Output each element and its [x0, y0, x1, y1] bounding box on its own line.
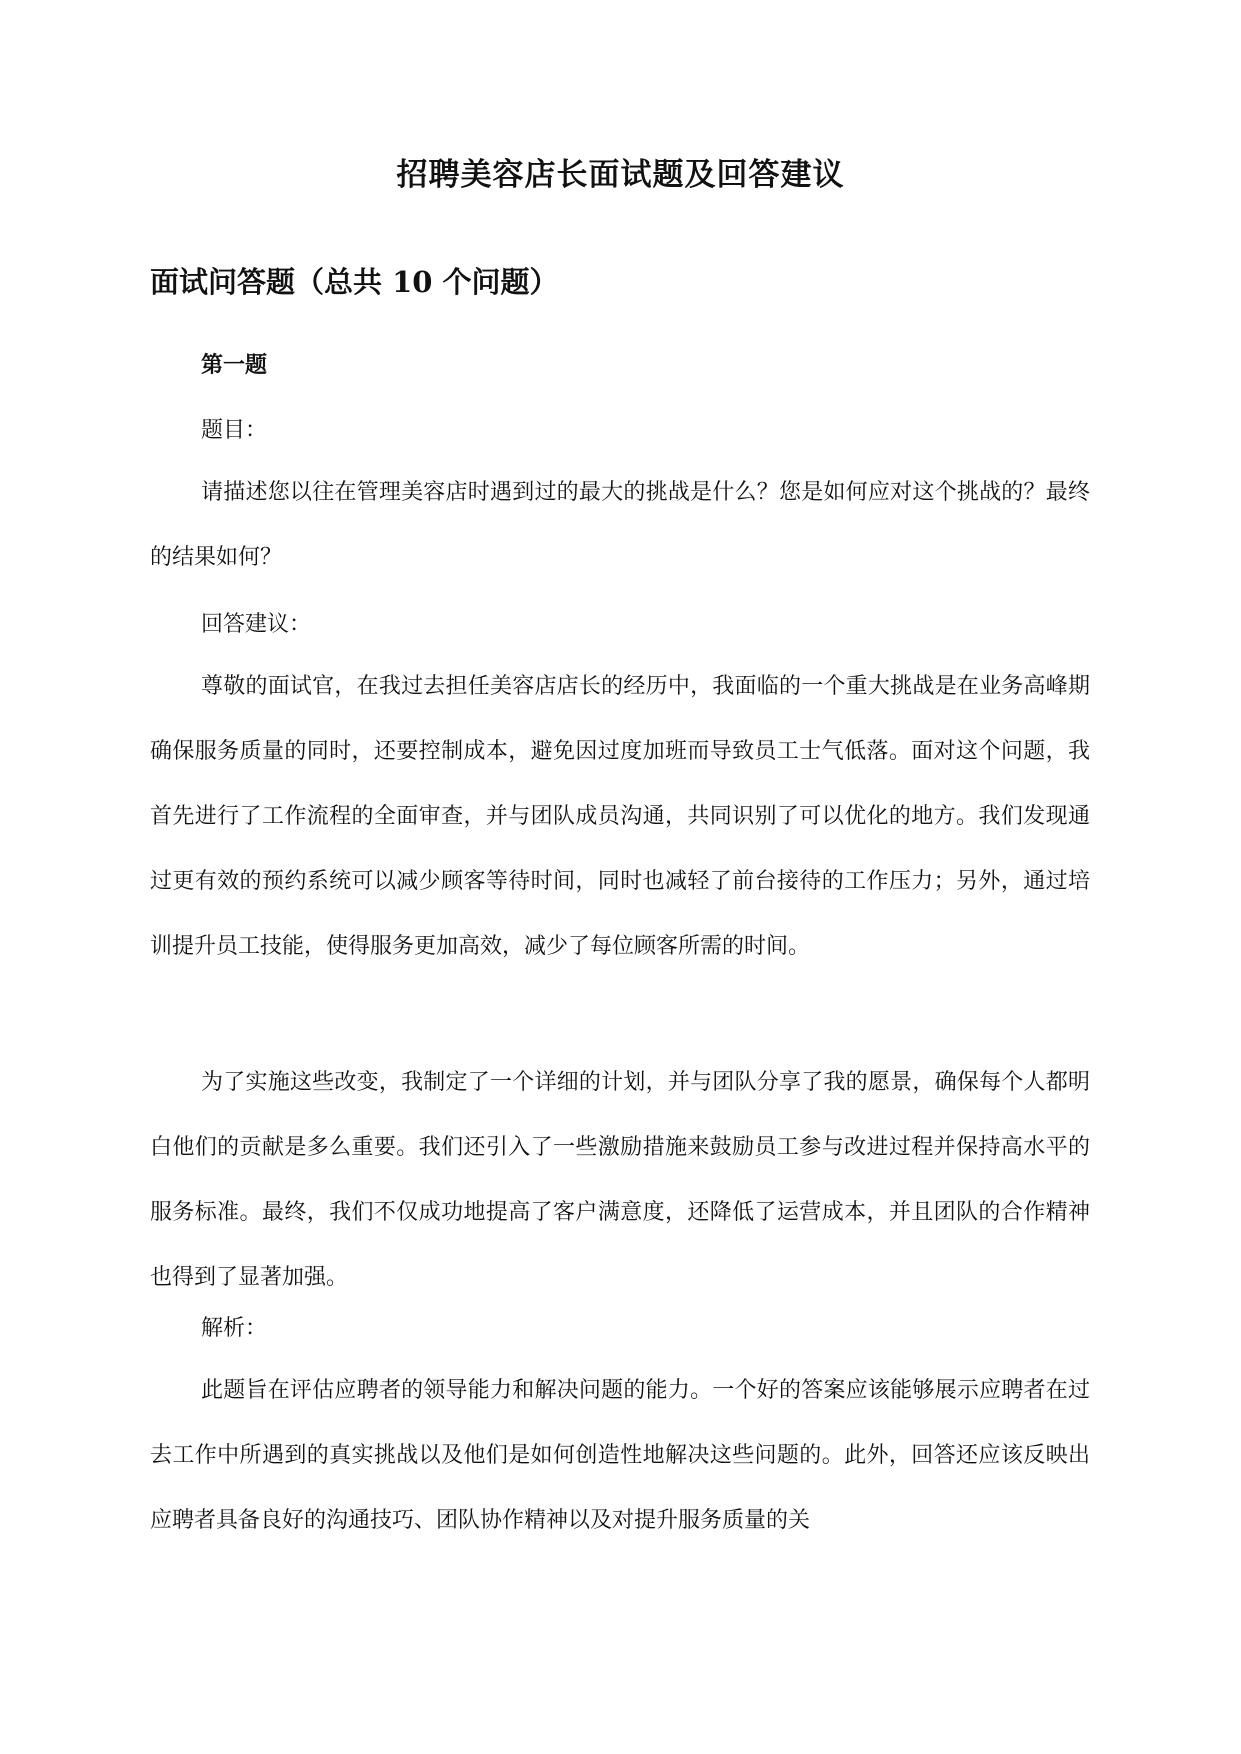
document-title: 招聘美容店长面试题及回答建议	[396, 157, 845, 193]
answer-paragraph-2: 为了实施这些改变，我制定了一个详细的计划，并与团队分享了我的愿景，确保每个人都明白他们的贡献是多么重要。我们还引入了一些激励措施来鼓励员工参与改进过程并保持高水平的服务标准。最终，我们不仅成功地提高了客户满意度，还降低了运营成本，并且团队的合作精神也得到了显著加强。	[150, 1070, 1090, 1290]
answer-paragraph-1: 尊敬的面试官，在我过去担任美容店店长的经历中，我面临的一个重大挑战是在业务高峰期确保服务质量的同时，还要控制成本，避免因过度加班而导致员工士气低落。面对这个问题，我首先进行了工作流程的全面审查，并与团队成员沟通，共同识别了可以优化的地方。我们发现通过更有效的预约系统可以减少顾客等待时间，同时也减轻了前台接待的工作压力；另外，通过培训提升员工技能，使得服务更加高效，减少了每位顾客所需的时间。	[150, 674, 1090, 959]
analysis-label: 解析：	[201, 1316, 268, 1341]
section-heading: 面试问答题（总共 10 个问题）	[150, 265, 559, 299]
question-text: 请描述您以往在管理美容店时遇到过的最大的挑战是什么？您是如何应对这个挑战的？最终的结果如何？	[150, 480, 1090, 570]
analysis-text: 此题旨在评估应聘者的领导能力和解决问题的能力。一个好的答案应该能够展示应聘者在过去工作中所遇到的真实挑战以及他们是如何创造性地解决这些问题的。此外，回答还应该反映出应聘者具备良好的沟通技巧、团队协作精神以及对提升服务质量的关	[150, 1378, 1090, 1533]
question-label: 题目：	[201, 418, 268, 443]
question-heading: 第一题	[201, 352, 268, 378]
answer-label: 回答建议：	[201, 612, 312, 637]
